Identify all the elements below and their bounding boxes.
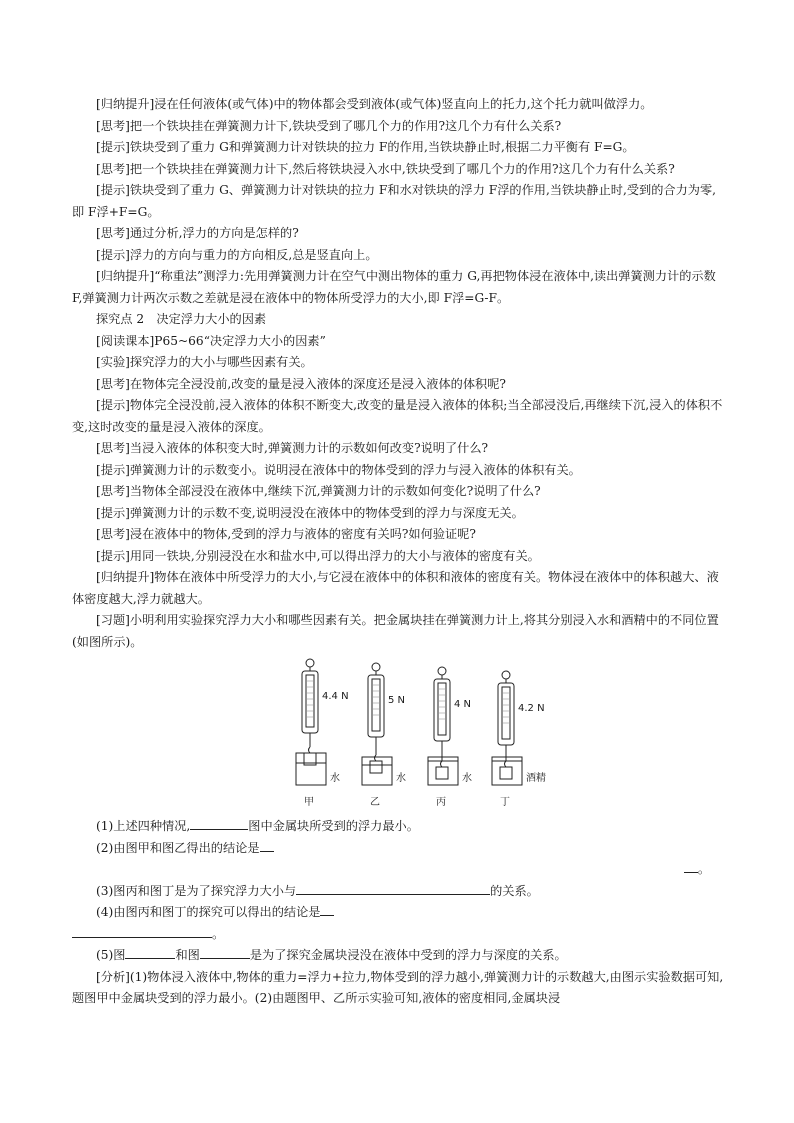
question-5: (5)图 和图 是为了探究金属块浸没在液体中受到的浮力与深度的关系。 [96, 948, 567, 962]
question-4-continuation: 。 [72, 924, 726, 946]
analysis-paragraph: [分析](1)物体浸入液体中,物体的重力=浮力+拉力,物体受到的浮力越小,弹簧测力计的示数越大,由图示实验数据可知,题图甲中金属块受到的浮力最小。(2)由题图甲、乙所示实验可知,液体的密度相同,金属块浸 [72, 969, 724, 1005]
answer-blank[interactable] [200, 946, 250, 959]
spring-scale-bing [428, 667, 458, 785]
reading-ding: 4.2 N [518, 703, 545, 714]
answer-blank[interactable] [190, 817, 248, 830]
paragraph: [提示]铁块受到了重力 G、弹簧测力计对铁块的拉力 F和水对铁块的浮力 F浮的作用,当铁块静止时,受到的合力为零,即 F浮+F=G。 [72, 183, 717, 219]
paragraph: [阅读课本]P65~66“决定浮力大小的因素” [96, 333, 326, 348]
paragraph: [提示]弹簧测力计的示数变小。说明浸在液体中的物体受到的浮力与浸入液体的体积有关。 [96, 462, 581, 477]
reading-bing: 4 N [454, 699, 472, 710]
reading-jia: 4.4 N [322, 691, 349, 702]
label-jia: 甲 [304, 797, 314, 808]
paragraph: [提示]物体完全浸没前,浸入液体的体积不断变大,改变的量是浸入液体的体积;当全部浸没后,再继续下沉,浸入的体积不变,这时改变的量是浸入液体的深度。 [72, 398, 723, 434]
liquid-jia: 水 [330, 773, 340, 784]
label-ding: 丁 [500, 797, 510, 808]
paragraph: [提示]用同一铁块,分别浸没在水和盐水中,可以得出浮力的大小与液体的密度有关。 [96, 548, 540, 563]
answer-blank[interactable] [684, 860, 698, 873]
question-2-continuation: 。 [72, 859, 726, 881]
paragraph: [提示]弹簧测力计的示数不变,说明浸没在液体中的物体受到的浮力与深度无关。 [96, 505, 524, 520]
question-3: (3)图丙和图丁是为了探究浮力大小与 的关系。 [96, 883, 539, 898]
question-1: (1)上述四种情况, 图中金属块所受到的浮力最小。 [96, 819, 419, 833]
paragraph: [思考]浸在液体中的物体,受到的浮力与液体的密度有关吗?如何验证呢? [96, 527, 476, 541]
paragraph: [思考]在物体完全浸没前,改变的量是浸入液体的深度还是浸入液体的体积呢? [96, 376, 506, 391]
liquid-ding: 酒精 [526, 773, 546, 784]
answer-blank[interactable] [260, 839, 274, 852]
paragraph: [思考]当物体全部浸没在液体中,继续下沉,弹簧测力计的示数如何变化?说明了什么? [96, 484, 541, 498]
paragraph: [实验]探究浮力的大小与哪些因素有关。 [96, 355, 313, 369]
document-page [72, 94, 726, 1010]
answer-blank[interactable] [320, 903, 334, 916]
spring-scale-jia [296, 659, 326, 785]
paragraph: [归纳提升]物体在液体中所受浮力的大小,与它浸在液体中的体积和液体的密度有关。物体浸在液体中的体积越大、液体密度越大,浮力就越大。 [72, 570, 719, 606]
section-heading: 探究点 2 决定浮力大小的因素 [96, 312, 267, 326]
label-bing: 丙 [436, 797, 446, 808]
paragraph: [思考]把一个铁块挂在弹簧测力计下,铁块受到了哪几个力的作用?这几个力有什么关系? [96, 118, 562, 133]
paragraph: [提示]铁块受到了重力 G和弹簧测力计对铁块的拉力 F的作用,当铁块静止时,根据二力平衡有 F=G。 [96, 140, 635, 154]
spring-scale-ding [492, 671, 522, 785]
reading-yi: 5 N [388, 695, 406, 706]
answer-blank[interactable] [125, 946, 175, 959]
answer-blank[interactable] [296, 882, 490, 895]
question-4: (4)由图丙和图丁的探究可以得出的结论是 [72, 902, 726, 924]
paragraph: [提示]浮力的方向与重力的方向相反,总是竖直向上。 [96, 247, 378, 262]
spring-scale-drawing [288, 657, 548, 812]
liquid-yi: 水 [396, 773, 406, 784]
label-yi: 乙 [370, 797, 380, 808]
paragraph: [思考]当浸入液体的体积变大时,弹簧测力计的示数如何改变?说明了什么? [96, 441, 489, 455]
paragraph: [思考]把一个铁块挂在弹簧测力计下,然后将铁块浸入水中,铁块受到了哪几个力的作用?这几个力有什么关系? [96, 161, 675, 176]
answer-blank[interactable] [72, 925, 212, 938]
paragraph: [习题]小明利用实验探究浮力大小和哪些因素有关。把金属块挂在弹簧测力计上,将其分别浸入水和酒精中的不同位置(如图所示)。 [72, 613, 719, 649]
spring-scale-figure [288, 657, 548, 812]
liquid-bing: 水 [462, 773, 472, 784]
spring-scale-yi [362, 663, 392, 785]
question-2: (2)由图甲和图乙得出的结论是 [72, 838, 726, 860]
paragraph: [归纳提升]浸在任何液体(或气体)中的物体都会受到液体(或气体)竖直向上的托力,这个托力就叫做浮力。 [96, 97, 653, 111]
paragraph: [归纳提升]“称重法”测浮力:先用弹簧测力计在空气中测出物体的重力 G,再把物体浸在液体中,读出弹簧测力计的示数 F,弹簧测力计两次示数之差就是浸在液体中的物体所受浮力的大小,即 F浮=G-F。 [72, 269, 716, 305]
paragraph: [思考]通过分析,浮力的方向是怎样的? [96, 226, 299, 240]
